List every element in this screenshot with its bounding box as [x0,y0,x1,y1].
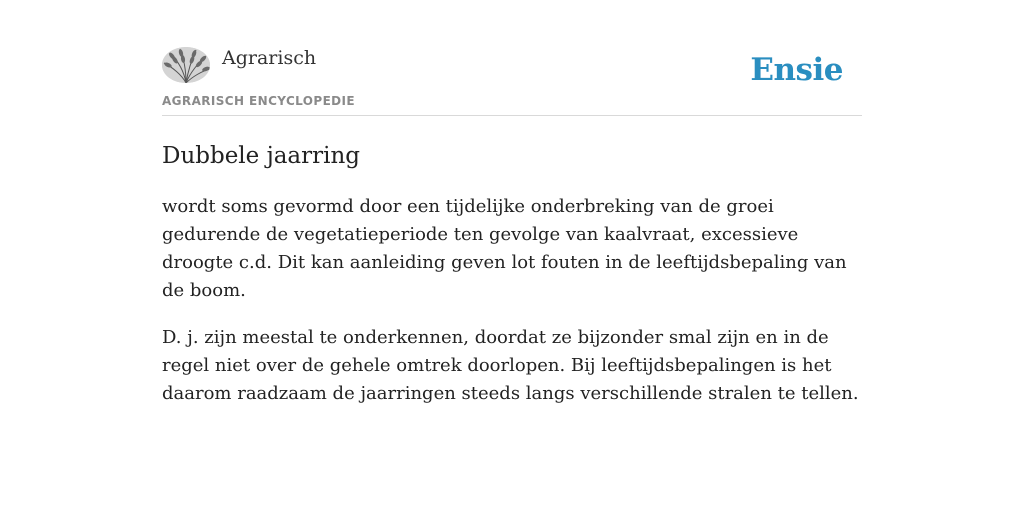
wheat-icon[interactable] [162,47,210,83]
site-subtitle: AGRARISCH ENCYCLOPEDIE [162,94,355,108]
header [162,46,862,116]
brand-logo-link[interactable]: Ensie [750,52,843,88]
article-title: Dubbele jaarring [162,143,361,169]
site-name[interactable]: Agrarisch [222,47,317,69]
article-paragraph-1: wordt soms gevormd door een tijdelijke onderbreking van de groei gedurende de vegetatieperiode ten gevolge van kaalvraat, excessieve droogte c.d. Dit kan aanleiding geven lot fouten in de leeftijdsbepaling van de boom. [162,196,847,301]
page [162,0,862,408]
wheat-icon-graphic [162,47,210,83]
article-paragraph-2: D. j. zijn meestal te onderkennen, doordat ze bijzonder smal zijn en in de regel niet over de gehele omtrek doorlopen. Bij leeftijdsbepalingen is het daarom raadzaam de jaarringen steeds langs verschillende stralen te tellen. [162,327,859,404]
